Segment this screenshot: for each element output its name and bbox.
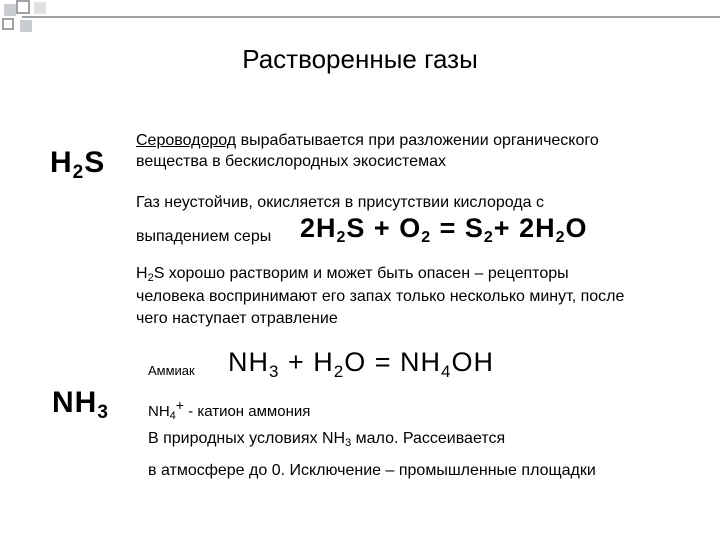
h2s-label <box>50 146 105 184</box>
p3-rest: S хорошо растворим и может быть опасен – рецепторы <box>153 265 569 282</box>
eq2-part-c: O = NH <box>344 347 441 377</box>
eq2-sub-b: 2 <box>333 362 345 381</box>
ion-sup: + <box>175 397 184 413</box>
eq2-sub-a: 3 <box>269 362 280 381</box>
eq1-sub-d: 2 <box>555 229 566 246</box>
eq2-part-a: NH <box>228 347 269 377</box>
eq1-part-a: 2H <box>300 213 337 243</box>
paragraph-1-rest: вырабатывается при разложении органического <box>236 132 599 149</box>
p3-sub: 2 <box>147 272 154 284</box>
nh3-label <box>52 386 109 424</box>
paragraph-4-line-1 <box>148 428 505 454</box>
ammonia-label: Аммиак <box>148 363 195 378</box>
paragraph-2-line-1: Газ неустойчив, окисляется в присутствии кислорода с <box>136 194 544 211</box>
header-rule <box>22 16 720 18</box>
eq1-sub-b: 2 <box>421 229 432 246</box>
eq1-part-d: + 2H <box>493 213 556 243</box>
h2s-label-sub: 2 <box>72 162 85 183</box>
h2s-label-h: H <box>50 146 73 179</box>
h2s-label-s: S <box>84 146 106 179</box>
p4-part-a: В природных условиях NH <box>148 430 346 447</box>
ion-base: NH <box>148 403 170 420</box>
eq2-part-b: + H <box>279 347 334 377</box>
deco-square-2 <box>16 0 30 14</box>
ion-text: - катион аммония <box>183 403 311 420</box>
paragraph-3-line-2: человека воспринимают его запах только несколько минут, после <box>136 288 625 305</box>
eq1-sub-a: 2 <box>336 229 347 246</box>
nh3-label-base: NH <box>52 386 98 419</box>
ammonium-ion-line <box>148 395 310 427</box>
eq1-part-b: S + O <box>346 213 422 243</box>
eq1-sub-c: 2 <box>483 229 494 246</box>
deco-square-4 <box>20 20 32 32</box>
deco-square-3 <box>34 2 46 14</box>
equation-ammonia <box>228 347 494 382</box>
deco-square-5 <box>2 18 14 30</box>
paragraph-1-line-1 <box>136 130 599 151</box>
paragraph-4-line-2: в атмосфере до 0. Исключение – промышленные площадки <box>148 462 596 479</box>
equation-oxidation <box>300 213 588 247</box>
eq2-part-d: OH <box>451 347 494 377</box>
eq1-part-c: = S <box>431 213 484 243</box>
nh3-label-sub: 3 <box>97 402 109 423</box>
deco-square-1 <box>4 4 16 16</box>
slide-title: Растворенные газы <box>242 44 478 74</box>
p3-h: H <box>136 265 148 282</box>
paragraph-3-line-3: чего наступает отравление <box>136 310 338 327</box>
ion-sub: 4 <box>169 410 176 422</box>
hydrogen-sulfide-term: Сероводород <box>136 132 237 149</box>
p4-part-b: мало. Рассеивается <box>351 430 506 447</box>
paragraph-2-line-2: выпадением серы <box>136 228 272 245</box>
eq2-sub-c: 4 <box>441 362 452 381</box>
paragraph-1-line-2: вещества в бескислородных экосистемах <box>136 153 446 170</box>
p4-sub: 3 <box>345 437 352 449</box>
eq1-part-e: O <box>565 213 588 243</box>
